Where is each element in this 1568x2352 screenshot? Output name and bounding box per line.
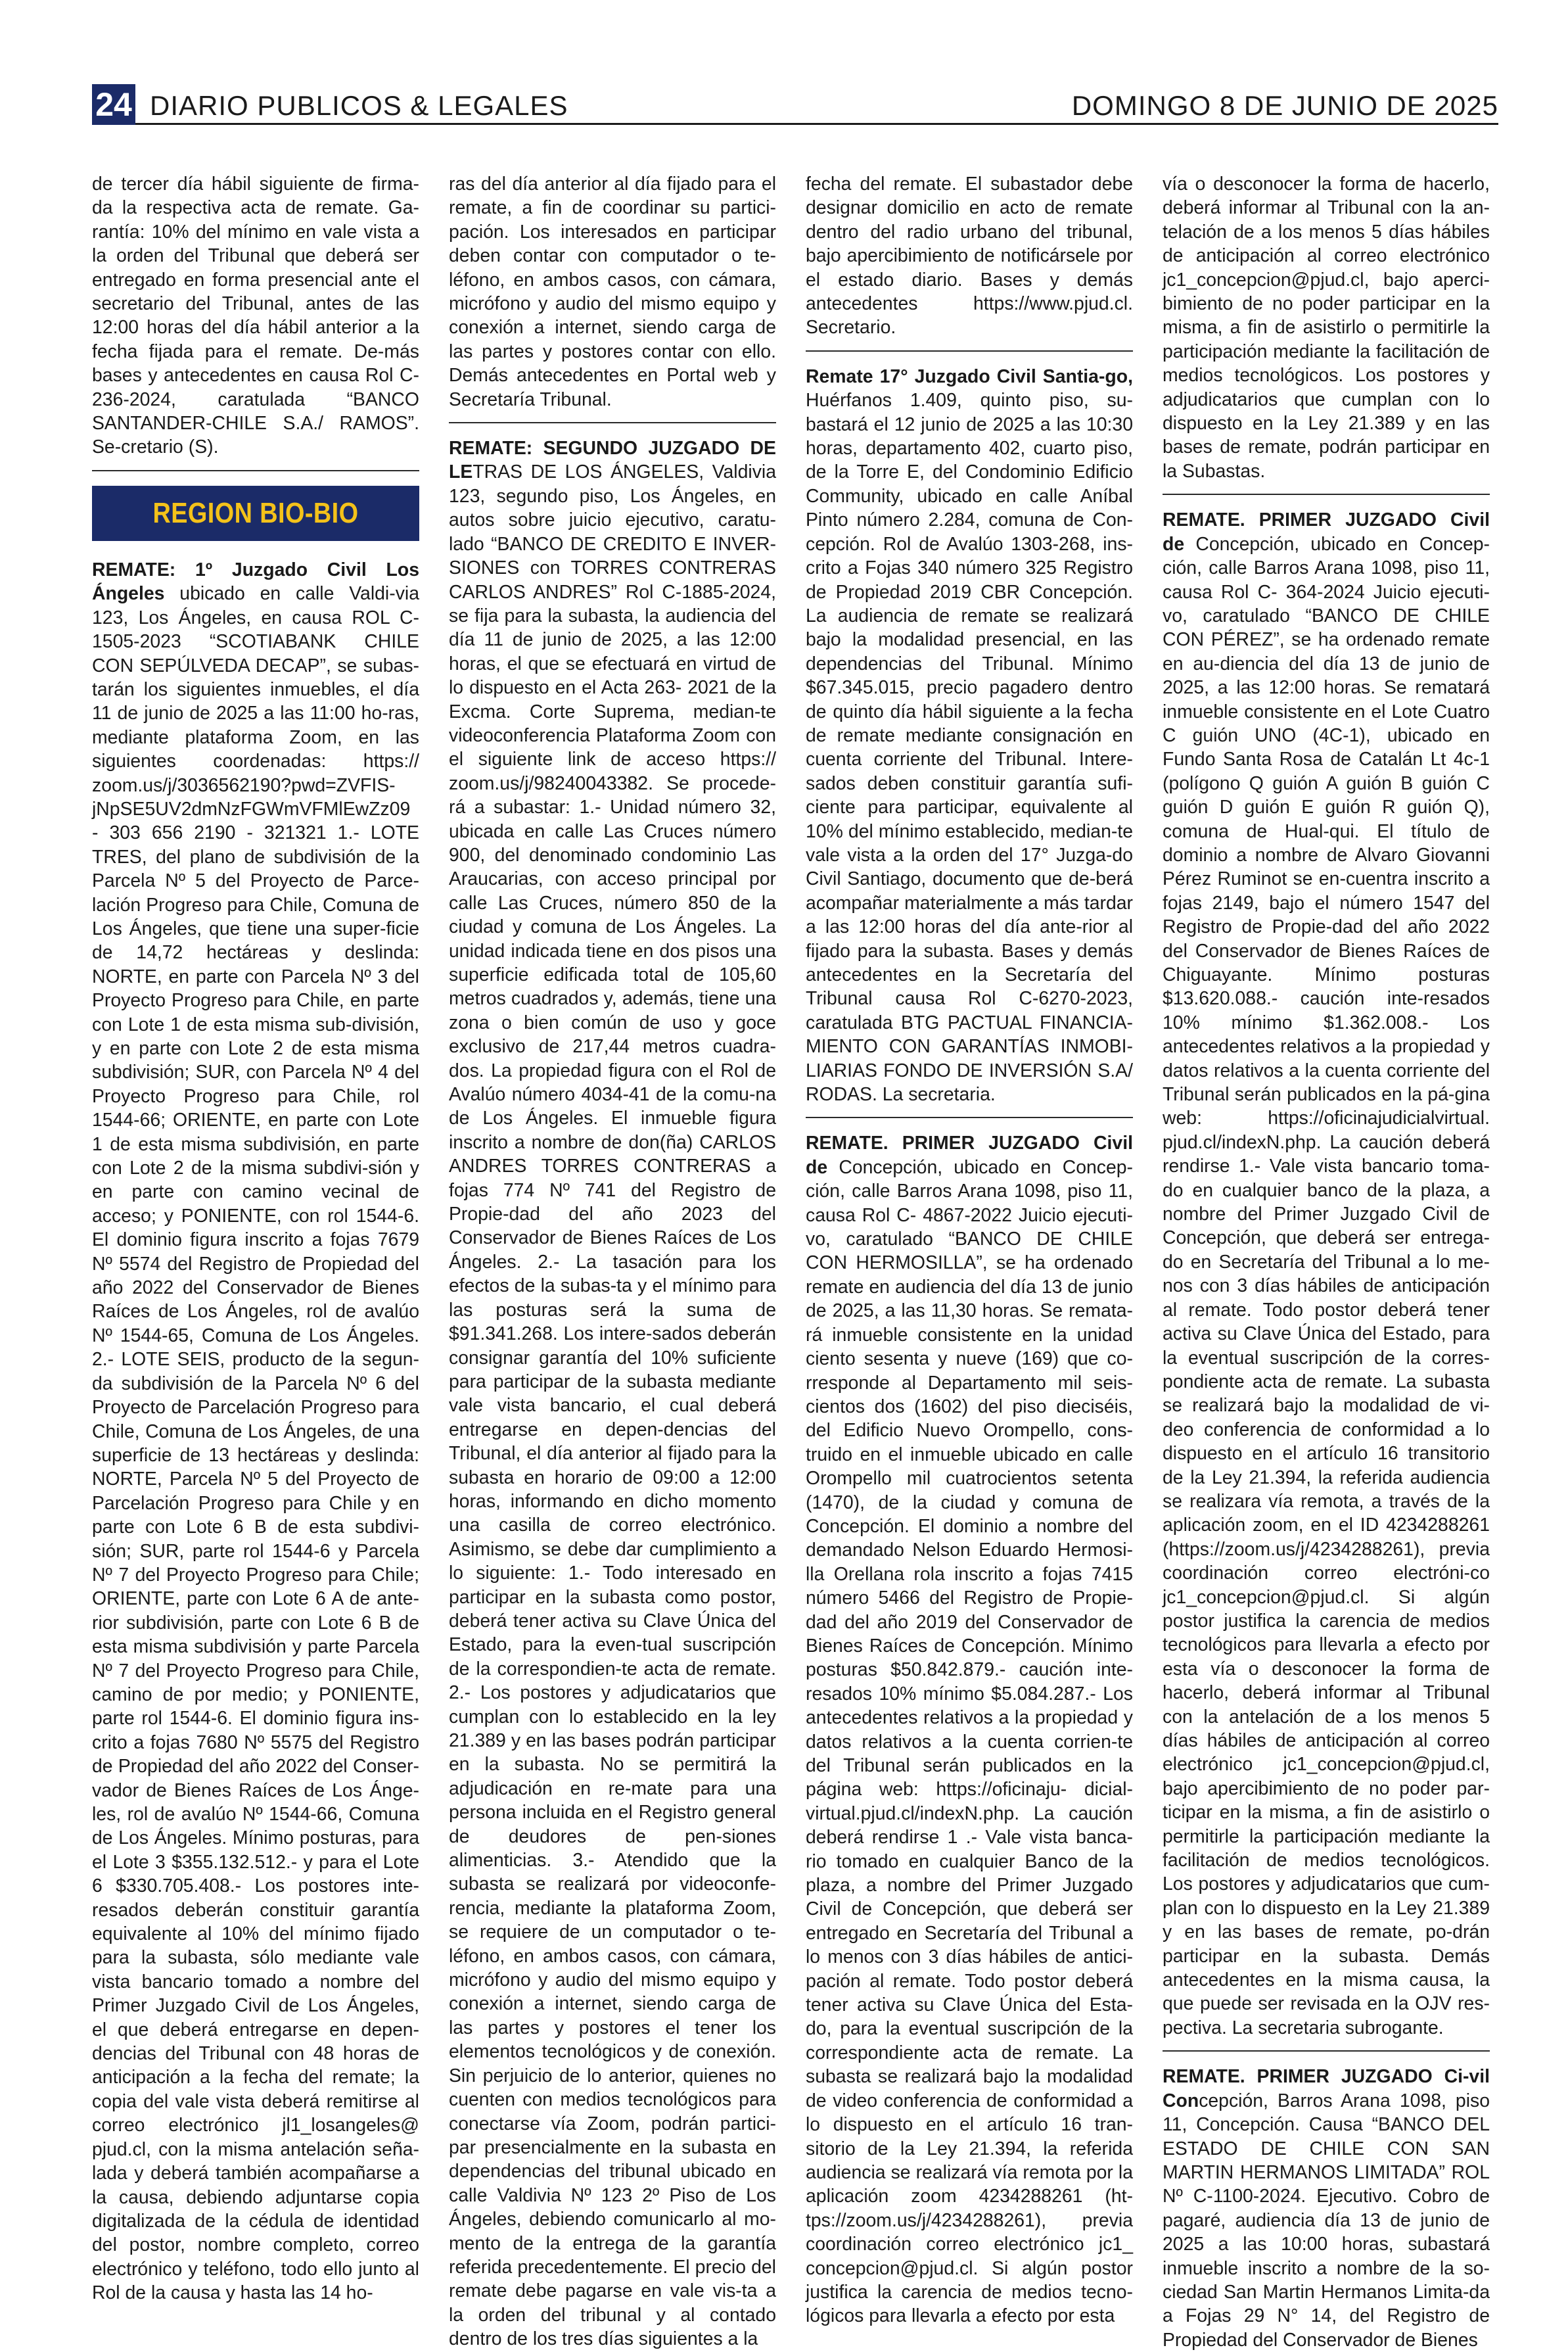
page-header [92,84,1498,125]
notice-body: Huérfanos 1.409, quinto piso, su-bastará el 12 junio de 2025 a las 10:30 horas, departamento 402, cuarto piso, de la Torre E, del Condominio Edificio Community, ubicado en calle Aníbal Pinto número 2.284, comuna de Con-cepción. Rol de Avalúo 1303-268, ins-crito a Fojas 340 número 325 Registro de Propiedad 2019 CBR Concepción. La audiencia de remate se realizará bajo la modalidad presencial, en las dependencias del Tribunal. Mínimo $67.345.015, precio pagadero dentro de quinto día hábil siguiente a la fecha de remate mediante consignación en cuenta corriente del Tribunal. Intere-sados deben constituir garantía sufi-ciente para participar, equivalente al 10% del mínimo establecido, median-te vale vista a la orden del 17° Juzga-do Civil Santiago, documento que de-berá acompañar materialmente a más tardar a las 12:00 horas del día ante-rior al fijado para la subasta. Bases y demás antecedentes en la Secretaría del Tribunal causa Rol C-6270-2023, caratulada BTG PACTUAL FINANCIA-MIENTO CON GARANTÍAS INMOBI-LIARIAS FONDO DE INVERSIÓN S.A/ RODAS. La secretaria. [806,390,1133,1106]
notice-heading: REMATE: 1º Juzgado Civil Los Ángeles [92,559,419,605]
separator [1163,2050,1490,2052]
column-3 [806,172,1133,2327]
notice-heading: REMATE: SEGUNDO JUZGADO DE LE [449,438,776,483]
notice-body: ubicado en calle Valdi-via 123, Los Ángeles, en causa ROL C-1505-2023 “SCOTIABANK CHILE CON SEPÚLVEDA DECAP”, se subas-tarán los siguientes inmuebles, el día 11 de junio de 2025 a las 11:00 ho-ras, mediante plataforma Zoom, en las siguientes coordenadas: https:// zoom.us/j/3036562190?pwd=ZVFIS-jNpSE5UV2dmNzFGWmVFMlEwZz09 - 303 656 2190 - 321321 1.- LOTE TRES, del plano de subdivisión de la Parcela Nº 5 del Proyecto de Parce-lación Progreso para Chile, Comuna de Los Ángeles, que tiene una super-ficie de 14,72 hectáreas y deslinda: NORTE, en parte con Parcela Nº 3 del Proyecto Progreso para Chile, en parte con Lote 1 de esta misma sub-división, y en parte con Lote 2 de esta misma subdivisión; SUR, con Parcela Nº 4 del Proyecto Progreso para Chile, rol 1544-66; ORIENTE, en parte con Lote 1 de esta misma subdivisión, en parte con Lote 2 de la misma subdivi-sión y en parte con camino vecinal de acceso; y PONIENTE, con rol 1544-6. El dominio figura inscrito a fojas 7679 Nº 5574 del Registro de Propiedad del año 2022 del Conservador de Bienes Raíces de Los Ángeles, rol de avalúo Nº 1544-65, Comuna de Los Ángeles. 2.- LOTE SEIS, producto de la segun-da subdivisión de la Parcela Nº 6 del Proyecto de Parcelación Progreso para Chile, Comuna de Los Ángeles, de una superficie de 13 hectáreas y deslinda: NORTE, Parcela Nº 5 del Proyecto de Parcelación Progreso para Chile y en parte con Lote 6 B de esta subdivi-sión; SUR, parte rol 1544-6 y Parcela Nº 7 del Proyecto Progreso para Chile; ORIENTE, parte con Lote 6 A de ante-rior subdivisión, parte con Lote 6 B de esta misma subdivisión y parte Parcela Nº 7 del Proyecto Progreso para Chile, camino de por medio; y PONIENTE, parte rol 1544-6. El dominio figura ins-crito a fojas 7680 Nº 5575 del Registro de Propiedad del año 2022 del Conser-vador de Bienes Raíces de Los Ánge-les, rol de avalúo Nº 1544-66, Comuna de Los Ángeles. Mínimo posturas, para el Lote 3 $355.132.512.- y para el Lote 6 $330.705.408.- Los postores inte-resados deberán constituir garantía equivalente al 10% del mínimo fijado para la subasta, sólo mediante vale vista bancario tomado a nombre del Primer Juzgado Civil de Los Ángeles, el que deberá entregarse en depen-dencias del Tribunal con 48 horas de anticipación a la fecha del remate; la copia del vale vista deberá remitirse al correo electrónico jl1_losangeles@ pjud.cl, con la misma antelación seña-lada y deberá también acompañarse a la causa, debiendo adjuntarse copia digitalizada de la cédula de identidad del postor, nombre completo, correo electrónico y teléfono, todo ello junto al Rol de la causa y hasta las 14 ho- [92,583,419,2304]
notice-heading: Remate 17° Juzgado Civil Santia-go, [806,365,1133,387]
notice-remate-santiago [806,365,1133,1107]
column-4 [1163,172,1490,2351]
notice-body: Concepción, ubicado en Concep-ción, calle Barros Arana 1098, piso 11, causa Rol C- 364-2024 Juicio ejecuti-vo, caratulado “BANCO DE CHILE CON PÉREZ”, se ha ordenado remate en au-diencia del día 13 de junio de 2025, a las 12:00 horas. Se rematará inmueble consistente en el Lote Cuatro C guión UNO (4C-1), ubicado en Fundo Santa Rosa de Catalán Lt 4c-1 (polígono Q guión A guión B guión C guión D guión E guión R guión Q), comuna de Hual-qui. El título de dominio a nombre de Alvaro Giovanni Pérez Ruminot se en-cuentra inscrito a fojas 2149, bajo el número 1547 del Registro de Propie-dad del año 2022 del Conservador de Bienes Raíces de Chiguayante. Mínimo posturas $13.620.088.- caución inte-resados 10% mínimo $1.362.008.- Los antecedentes relativos a la propiedad y datos relativos a la cuenta corriente del Tribunal serán publicados en la pá-gina web: https://oficinajudicialvirtual. pjud.cl/indexN.php. La caución deberá rendirse 1.- Vale vista bancario toma-do en cualquier banco de la plaza, a nombre del Primer Juzgado Civil de Concepción, que deberá ser entrega-do en Secretaría del Tribunal a lo me-nos con 3 días hábiles de anticipación al remate. Todo postor deberá tener activa su Clave Única del Estado, para la eventual suscripción de la corres-pondiente acta de remate. La subasta se realizará bajo la modalidad de vi-deo conferencia de conformidad a lo dispuesto en el artículo 16 transitorio de la Ley 21.394, la referida audiencia se realizara vía remota, a través de la aplicación zoom, en el ID 4234288261 (https://zoom.us/j/4234288261), previa coordinación correo electróni-co jc1_concepcion@pjud.cl. Si algún postor justifica la carencia de medios tecnológicos para llevarla a efecto por esta vía o desconocer la forma de hacerlo, deberá informar al Tribunal con la antelación de a los menos 5 días hábiles de anticipación al correo electrónico jc1_concepcion@pjud.cl, bajo apercibimiento de no poder par-ticipar en la misma, a fin de asistirlo o permitirle la participación mediante la facilitación de medios tecnológicos. Los postores y adjudicatarios que cum- plan con lo dispuesto en la Ley 21.389 y en las bases de remate, po-drán participar en la subasta. Demás antecedentes en la misma causa, la que puede ser revisada en la OJV res-pectiva. La secretaria subrogante. [1163,533,1490,2038]
separator [92,470,419,471]
page-number: 24 [92,84,135,125]
separator [1163,494,1490,495]
column-2 [449,172,776,2350]
notice-remate-concepcion-3 [1163,2065,1490,2352]
notice-heading: REMATE. PRIMER JUZGADO Civil de [1163,509,1490,555]
region-banner-label: REGION BIO-BIO [152,496,359,529]
notice-remate-los-angeles-1 [92,558,419,2305]
notice-continuation: ras del día anterior al día fijado para el remate, a fin de coordinar su partici-pación. Los interesados en participar deben contar con computador o te-léfono, en ambos casos, con cámara, micrófono y audio del mismo equipo y conexión a internet, siendo carga de las partes y postores contar con ello. Demás antecedentes en Portal web y Secretaría Tribunal. [449,174,776,410]
notice-continuation: de tercer día hábil siguiente de firma-da la respectiva acta de remate. Ga-rantía: 10% del mínimo en vale vista a la orden del Tribunal que deberá ser entregado en forma presencial ante el secretario del Tribunal, antes de las 12:00 horas del día hábil anterior a la fecha fijada para el remate. De-más bases y antecedentes en causa Rol C-236-2024, caratulada “BANCO SANTANDER-CHILE S.A./ RAMOS”. Se-cretario (S). [92,174,419,458]
notice-remate-concepcion-2 [1163,508,1490,2040]
notice-body: Concepción, ubicado en Concep-ción, calle Barros Arana 1098, piso 11, causa Rol C- 4867-2022 Juicio ejecuti-vo, caratulado “BANCO DE CHILE CON HERMOSILLA”, se ha ordenado remate en audiencia del día 13 de junio de 2025, a las 11,30 horas. Se remata-rá inmueble consistente en la unidad ciento sesenta y nueve (169) que co-rresponde al Departamento mil seis-cientos dos (1602) del piso dieciséis, del Edificio Nuevo Orompello, cons-truido en el inmueble ubicado en calle Orompello mil cuatrocientos setenta (1470), de la ciudad y comuna de Concepción. El dominio a nombre del demandado Nelson Eduardo Hermosi-lla Orellana rola inscrito a fojas 7415 número 5466 del Registro de Propie-dad del año 2019 del Conservador de Bienes Raíces de Concepción. Mínimo posturas $50.842.879.- caución inte-resados 10% mínimo $5.084.287.- Los antecedentes relativos a la propiedad y datos relativos a la cuenta corrien-te del Tribunal serán publicados en la página web: https://oficinaju- dicial-virtual.pjud.cl/indexN.php. La caución deberá rendirse 1 .- Vale vista banca-rio tomado en cualquier Banco de la plaza, a nombre del Primer Juzgado Civil de Concepción, que deberá ser entregado en Secretaría del Tribunal a lo menos con 3 días hábiles de antici-pación al remate. Todo postor deberá tener activa su Clave Única del Esta-do, para la eventual suscripción de la correspondiente acta de remate. La subasta se realizará bajo la modalidad de video conferencia de conformidad a lo dispuesto en el artículo 16 tran-sitorio de la Ley 21.394, la referida audiencia se realizará vía remota por la aplicación zoom 4234288261 (ht-tps://zoom.us/j/4234288261), previa coordinación correo electrónico jc1_ concepcion@pjud.cl. Si algún postor justifica la carencia de medios tecno-lógicos para llevarla a efecto por esta [806,1156,1133,2327]
region-banner [92,486,419,541]
column-1 [92,172,419,2304]
notice-body: TRAS DE LOS ÁNGELES, Valdivia 123, segundo piso, Los Ángeles, en autos sobre juicio ejecutivo, caratu-lado “BANCO DE CREDITO E INVER-SIONES con TORRES CONTRERAS CARLOS ANDRES” Rol C-1885-2024, se fija para la subasta, la audiencia del día 11 de junio de 2025, a las 12:00 horas, el que se efectuará en virtud de lo dispuesto en el Acta 263- 2021 de la Excma. Corte Suprema, median-te videoconferencia Plataforma Zoom con el siguiente link de acceso https:// zoom.us/j/98240043382. Se procede-rá a subastar: 1.- Unidad número 32, ubicada en calle Las Cruces número 900, del denominado condominio Las Araucarias, con acceso principal por calle Las Cruces, número 850 de la ciudad y comuna de Los Ángeles. La unidad indicada tiene en dos pisos una superficie edificada total de 105,60 metros cuadrados y, además, tiene una zona o bien común de uso y goce exclusivo de 217,44 metros cuadra-dos. La propiedad figura con el Rol de Avalúo número 4034-41 de la comu-na de Los Ángeles. El inmueble figura inscrito a nombre de don(ña) CARLOS ANDRES TORRES CONTRERAS a fojas 774 Nº 741 del Registro de Propie-dad del año 2023 del Conservador de Bienes Raíces de Los Ángeles. 2.- La tasación para los efectos de la subas-ta y el mínimo para las posturas será la suma de $91.341.268. Los intere-sados deberán consignar garantía del 10% suficiente para participar de la subasta mediante vale vista bancario, el cual deberá entregarse en depen-dencias del Tribunal, el día anterior al fijado para la subasta en horario de 09:00 a 12:00 horas, informando en dicho momento una casilla de correo electrónico. Asimismo, se debe dar cumplimiento a lo siguiente: 1.- Todo interesado en participar en la subasta como postor, deberá tener activa su Clave Única del Estado, para la even-tual suscripción de la correspondien-te acta de remate. 2.- Los postores y adjudicatarios que cumplan con lo establecido en la ley 21.389 y en las bases podrán participar en la subasta. No se permitirá la adjudicación en re-mate para una persona incluida en el Registro general de deudores de pen-siones alimenticias. 3.- Atendido que la subasta se realizará por videoconfe-rencia, mediante la plataforma Zoom, se requiere de un computador o te-léfono, en ambos casos, con cámara, micrófono y audio del mismo equipo y conexión a internet, siendo carga de las partes y postores el tener los elementos tecnológicos y de conexión. Sin perjuicio de lo anterior, quienes no cuenten con medios tecnológicos para conectarse vía Zoom, podrán partici-par presencialmente en la subasta en dependencias del tribunal ubicado en calle Valdivia Nº 123 2º Piso de Los Ángeles, debiendo comunicarlo al mo-mento de la entrega de la garantía referida precedentemente. El precio del remate debe pagarse en vale vis-ta a la orden del tribunal y al contado dentro de los tres días siguientes a la [449,461,776,2350]
publication-title: DIARIO PUBLICOS & LEGALES [150,90,568,121]
notice-continuation: vía o desconocer la forma de hacerlo, deberá informar al Tribunal con la an-telación de a los menos 5 días hábiles de anticipación al correo electrónico jc1_concepcion@pjud.cl, bajo aperci-bimiento de no poder participar en la misma, a fin de asistirlo o permitirle la participación mediante la facilitación de medios tecnológicos. Los postores y adjudicatarios que cumplan con lo dispuesto en la Ley 21.389 y en las bases de remate, podrán participar en la Subastas. [1163,174,1490,482]
separator [806,350,1133,352]
publication-date: DOMINGO 8 DE JUNIO DE 2025 [1071,90,1498,121]
header-rule [135,123,1498,125]
notice-remate-concepcion-1 [806,1131,1133,2328]
notice-heading: REMATE. PRIMER JUZGADO Civil de [806,1133,1133,1178]
notice-remate-los-angeles-2 [449,436,776,2351]
notice-continuation: fecha del remate. El subastador debe designar domicilio en acto de remate dentro del radio urbano del tribunal, bajo apercibimiento de notificársele por el estado diario. Bases y demás antecedentes https://www.pjud.cl. Secretario. [806,174,1133,339]
notice-heading: REMATE. PRIMER JUZGADO Ci-vil Con [1163,2066,1490,2111]
notice-body: cepción, Barros Arana 1098, piso 11, Concepción. Causa “BANCO DEL ESTADO DE CHILE CON SAN MARTIN HERMANOS LIMITADA” ROL Nº C-1100-2024. Ejecutivo. Cobro de pagaré, audiencia día 13 de junio de 2025 a las 10:00 horas, subastará inmueble inscrito a nombre de la so-ciedad San Martin Hermanos Limita-da a Fojas 29 N° 14, del Registro de Propiedad del Conservador de Bienes [1163,2090,1490,2351]
separator [806,1117,1133,1118]
separator [449,422,776,423]
